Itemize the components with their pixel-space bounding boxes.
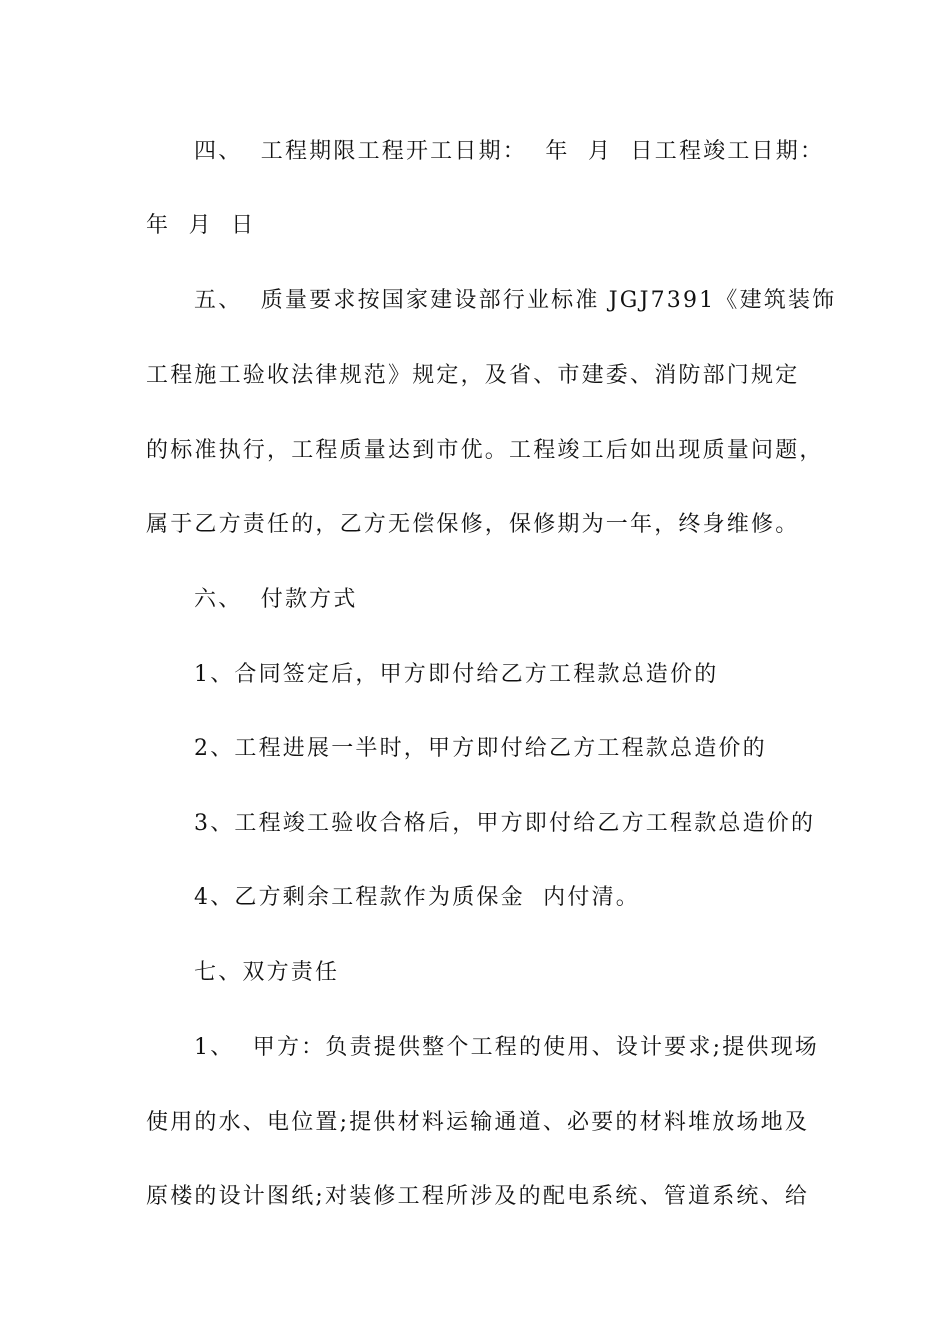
payment-item-3: 3、工程竣工验收合格后，甲方即付给乙方工程款总造价的 — [194, 811, 816, 836]
paragraph-line: 原楼的设计图纸;对装修工程所涉及的配电系统、管道系统、给 — [146, 1184, 810, 1209]
section-7-heading: 七、双方责任 — [194, 960, 340, 985]
payment-item-4: 4、乙方剩余工程款作为质保金 内付清。 — [194, 885, 640, 910]
responsibility-item-1: 1、 甲方：负责提供整个工程的使用、设计要求;提供现场 — [194, 1035, 819, 1060]
section-4-term: 四、 工程期限工程开工日期： 年 月 日工程竣工日期： — [194, 139, 825, 164]
section-6-heading: 六、 付款方式 — [194, 587, 358, 612]
payment-item-1: 1、合同签定后，甲方即付给乙方工程款总造价的 — [194, 662, 719, 687]
paragraph-line: 的标准执行，工程质量达到市优。工程竣工后如出现质量问题， — [146, 438, 824, 463]
completion-date-continued: 年 月 日 — [146, 213, 256, 238]
section-5-quality: 五、 质量要求按国家建设部行业标准 JGJ7391《建筑装饰 — [194, 288, 837, 313]
paragraph-line: 属于乙方责任的，乙方无偿保修，保修期为一年，终身维修。 — [146, 512, 800, 537]
payment-item-2: 2、工程进展一半时，甲方即付给乙方工程款总造价的 — [194, 736, 767, 761]
paragraph-line: 使用的水、电位置;提供材料运输通道、必要的材料堆放场地及 — [146, 1110, 810, 1135]
paragraph-line: 工程施工验收法律规范》规定，及省、市建委、消防部门规定 — [146, 363, 800, 388]
